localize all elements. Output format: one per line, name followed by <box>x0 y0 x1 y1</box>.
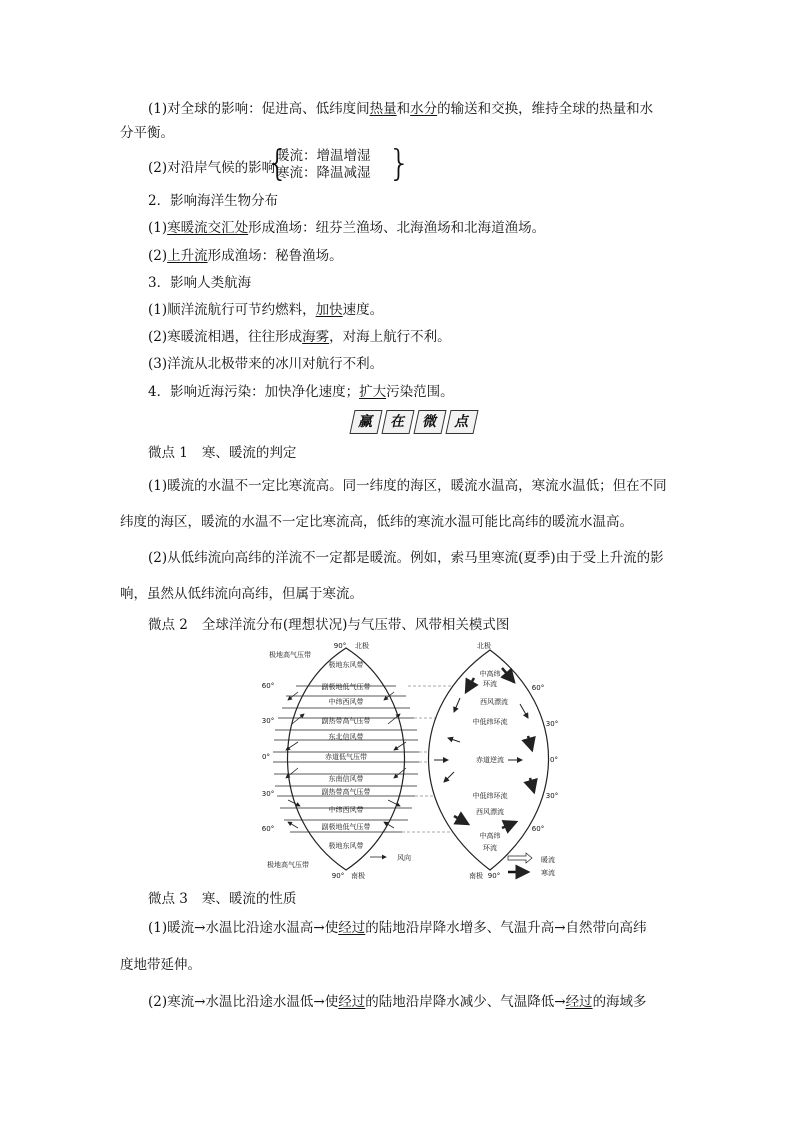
warm-legend-arrow-icon <box>508 853 532 863</box>
deg-label: 30° <box>545 720 559 728</box>
point3-para1-line1 <box>148 917 704 939</box>
point3-heading <box>148 887 296 907</box>
current-label: 环流 <box>483 844 497 852</box>
underlined-term: 热量 <box>369 101 397 117</box>
banner-char: 微 <box>413 410 446 434</box>
cold-legend-label: 寒流 <box>541 869 555 877</box>
s3-item2 <box>148 326 704 348</box>
text: 4．影响近海污染：加快净化速度； <box>148 384 360 400</box>
text: ，对海上航行不利。 <box>329 329 451 345</box>
text: 的输送和交换，维持全球的热量和水 <box>437 101 654 117</box>
south-pole-label: 南极 <box>469 872 483 880</box>
text: 的海域多 <box>592 994 647 1010</box>
point-title: 寒、暖流的性质 <box>201 891 297 907</box>
current-label: 中高纬 <box>479 670 501 678</box>
band-label: 中纬西风带 <box>328 806 364 814</box>
s4-line <box>148 381 704 403</box>
point3-para1-line2: 度地带延伸。 <box>120 957 201 973</box>
text: 形成渔场：纽芬兰渔场、北海渔场和北海道渔场。 <box>248 220 546 236</box>
point-number: 微点 1 <box>148 445 188 461</box>
deg-label: 60° <box>261 825 275 833</box>
s2-item2 <box>148 245 704 267</box>
band-label: 极地东风带 <box>328 661 364 669</box>
point-title: 全球洋流分布(理想状况)与气压带、风带相关模式图 <box>201 617 510 633</box>
underlined-term: 经过 <box>565 994 593 1010</box>
pressure-wind-current-diagram <box>258 638 568 883</box>
text: (2)寒暖流相遇，往往形成 <box>148 329 303 345</box>
banner-char: 点 <box>445 410 478 434</box>
text: 速度。 <box>342 302 384 318</box>
text: 污染范围。 <box>386 384 454 400</box>
current-label: 西风漂流 <box>480 698 508 706</box>
text: 的陆地沿岸降水增多、气温升高→自然带向高纬 <box>365 920 647 936</box>
band-label: 东南信风带 <box>328 775 364 783</box>
s1-item1-line1 <box>148 98 704 120</box>
band-label: 极地高气压带 <box>267 861 309 869</box>
underlined-term: 海雾 <box>302 329 330 345</box>
underlined-term: 经过 <box>338 994 366 1010</box>
wind-legend-label: 风向 <box>397 854 411 862</box>
s2-item1 <box>148 217 704 239</box>
north-pole-label: 北极 <box>355 642 369 650</box>
text: (1)顺洋流航行可节约燃料， <box>148 302 316 318</box>
s1-item1-line2: 分平衡。 <box>120 125 174 141</box>
text: 形成渔场：秘鲁渔场。 <box>207 248 343 264</box>
current-label: 中高纬 <box>479 832 501 840</box>
deg-label: 60° <box>531 684 545 692</box>
point1-para1: (1)暖流的水温不一定比寒流高。同一纬度的海区，暖流水温高，寒流水温低；但在不同纬度的海区，暖流的水温不一定比寒流高，低纬的寒流水温可能比高纬的暖流水温高。 <box>120 478 667 530</box>
deg-label: 30° <box>261 717 275 725</box>
text: 的陆地沿岸降水减少、气温降低→ <box>365 994 566 1010</box>
band-label: 极地高气压带 <box>269 651 311 659</box>
text: (1) <box>148 220 168 236</box>
current-label: 赤道逆流 <box>476 756 504 764</box>
deg-label: 60° <box>261 682 275 690</box>
deg-label: 0° <box>550 756 558 764</box>
banner-char: 赢 <box>349 410 382 434</box>
underlined-term: 扩大 <box>359 384 387 400</box>
deg-label: 30° <box>261 790 275 798</box>
band-label: 赤道低气压带 <box>325 753 367 761</box>
current-label: 环流 <box>483 680 497 688</box>
band-label: 副极地低气压带 <box>321 823 371 831</box>
right-brace-icon: } <box>388 143 411 184</box>
underlined-term: 上升流 <box>167 248 208 264</box>
deg-label: 90° <box>331 872 345 880</box>
point3-para2-line1 <box>148 991 704 1013</box>
underlined-term: 水分 <box>410 101 438 117</box>
brace-label: (2)对沿岸气候的影响 <box>148 160 276 176</box>
north-pole-label: 北极 <box>477 642 491 650</box>
deg-label: 60° <box>531 825 545 833</box>
left-brace-icon: { <box>266 143 289 184</box>
text: (1)对全球的影响：促进高、低纬度间 <box>148 101 370 117</box>
point-number: 微点 3 <box>148 891 188 907</box>
underlined-term: 加快 <box>315 302 343 318</box>
band-label: 极地东风带 <box>328 842 364 850</box>
point1-para2: (2)从低纬流向高纬的洋流不一定都是暖流。例如，索马里寒流(夏季)由于受上升流的影响，虽然从低纬流向高纬，但属于寒流。 <box>120 550 664 602</box>
deg-label: 90° <box>333 642 347 650</box>
text: (1)暖流→水温比沿途水温高→使 <box>148 920 339 936</box>
text: (2)寒流→水温比沿途水温低→使 <box>148 994 339 1010</box>
section-banner <box>352 410 476 434</box>
band-label: 东北信风带 <box>328 733 364 741</box>
current-label: 中低纬环流 <box>472 718 508 726</box>
point-title: 寒、暖流的判定 <box>201 445 297 461</box>
text: 和 <box>396 101 411 117</box>
point-number: 微点 2 <box>148 617 188 633</box>
s3-title: 3．影响人类航海 <box>148 275 252 291</box>
current-label: 中低纬环流 <box>472 792 508 800</box>
s3-item1 <box>148 299 704 321</box>
s2-title: 2．影响海洋生物分布 <box>148 193 279 209</box>
point1-heading <box>148 441 296 461</box>
band-label: 副热带高气压带 <box>321 717 371 725</box>
south-pole-label: 南极 <box>351 872 365 880</box>
band-label: 中纬西风带 <box>328 698 364 706</box>
brace-lines <box>276 148 371 182</box>
deg-label: 0° <box>262 753 270 761</box>
text: (2) <box>148 248 168 264</box>
banner-char: 在 <box>381 410 414 434</box>
deg-label: 90° <box>487 872 501 880</box>
cold-current-effect: 寒流：降温减湿 <box>276 165 371 181</box>
band-label: 副极地低气压带 <box>321 683 371 691</box>
current-label: 西风漂流 <box>476 808 504 816</box>
warm-current-effect: 暖流：增温增湿 <box>276 148 371 164</box>
underlined-term: 寒暖流交汇处 <box>167 220 249 236</box>
underlined-term: 经过 <box>338 920 366 936</box>
warm-legend-label: 暖流 <box>541 856 555 864</box>
band-label: 副热带高气压带 <box>321 788 371 796</box>
point2-heading <box>148 613 509 633</box>
s3-item3: (3)洋流从北极带来的冰川对航行不利。 <box>148 356 384 372</box>
deg-label: 30° <box>545 792 559 800</box>
